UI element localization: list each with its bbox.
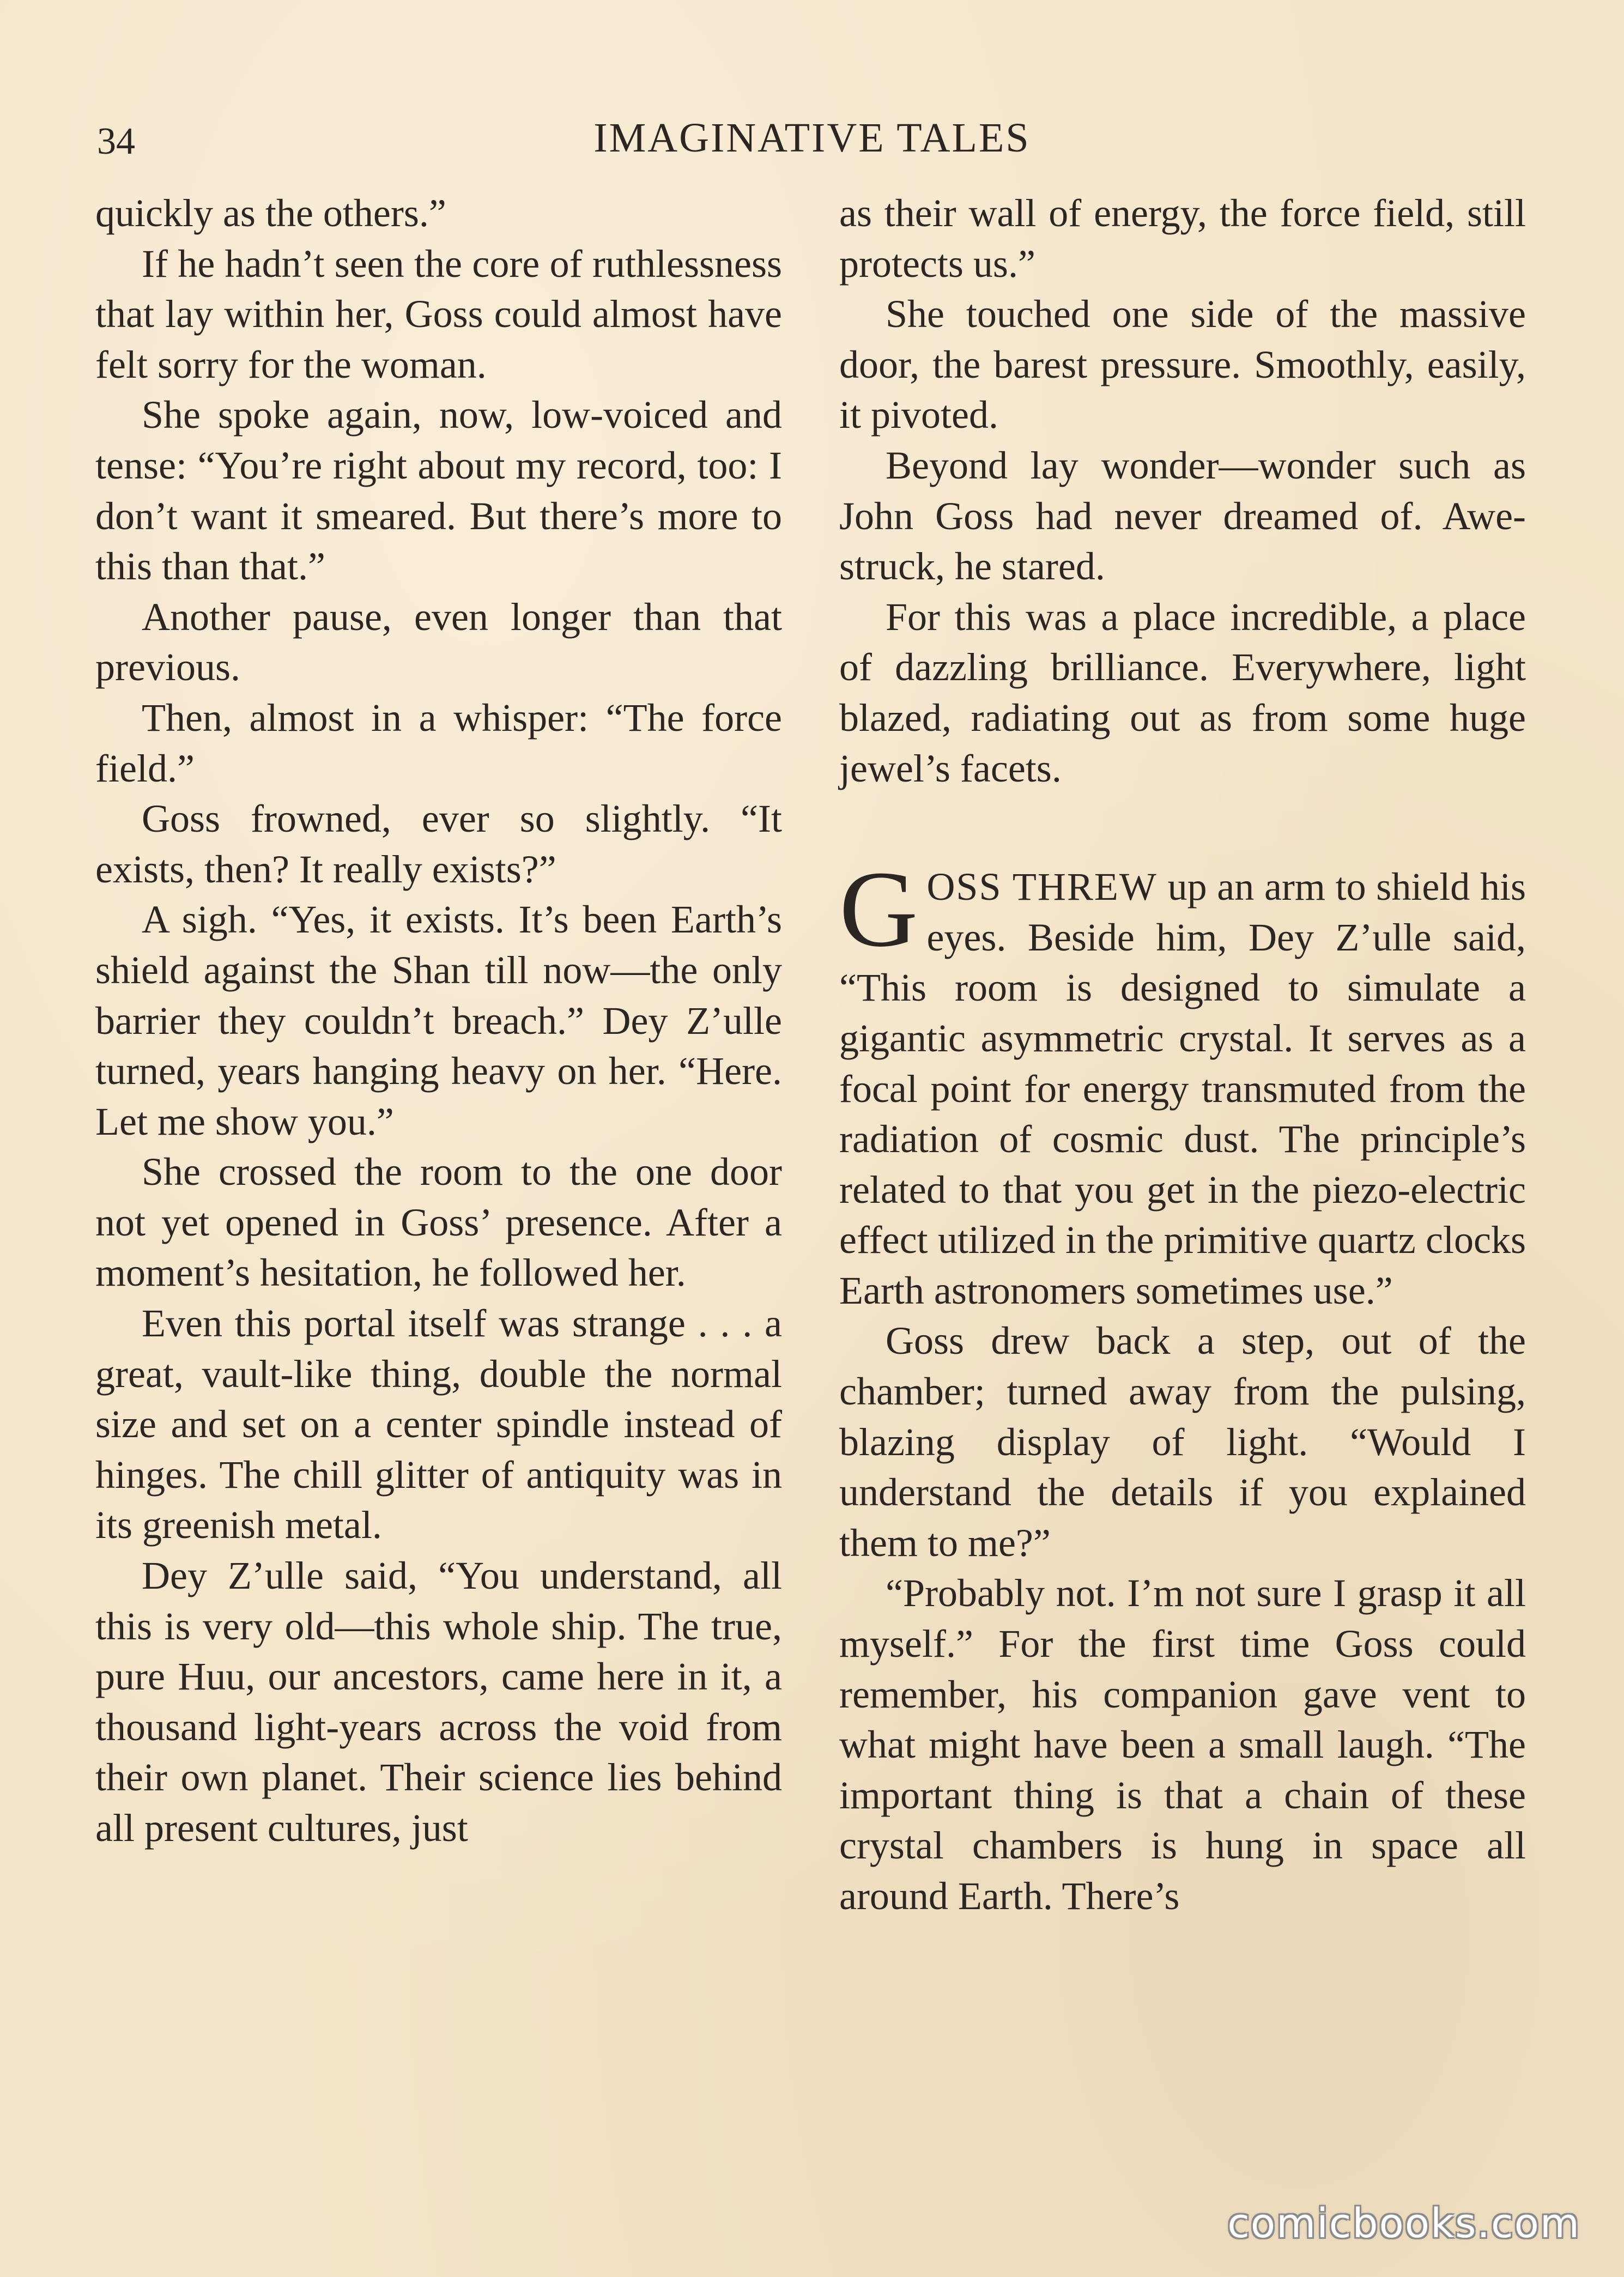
paragraph: quickly as the others.” [95,191,446,235]
section-break [839,794,1526,862]
right-column [839,188,1526,1922]
page-header [0,109,1624,163]
paragraph-text: up an arm to shield his eyes. Beside him, Dey Z’ulle said, “This room is designed to simulate a gigantic asymmetric crystal. It serves as a focal point for energy transmuted from the radiation of cosmic dust. The principle’s related to that you get in the piezo-electric effect utilized in the primitive quartz clocks Earth astronomers sometimes use.” [839,865,1526,1312]
paragraph: as their wall of energy, the force field, still protects us.” [839,191,1526,286]
paragraph: Beyond lay wonder—wonder such as John Goss had never dreamed of. Awe-struck, he stared. [839,443,1526,589]
left-column [95,188,782,1854]
paragraph: “Probably not. I’m not sure I grasp it all myself.” For the first time Goss could remember, his companion gave vent to what might have been a small laugh. “The important thing is that a chain of these crystal chambers is hung in space all around Earth. There’s [839,1571,1526,1918]
paragraph: Goss drew back a step, out of the chamber; turned away from the pulsing, blazing display of light. “Would I understand the details if you explained them to me?” [839,1319,1526,1565]
paragraph: Then, almost in a whisper: “The force field.” [95,695,782,790]
paragraph: Even this portal itself was strange . . . a great, vault-like thing, double the normal size and set on a center spindle instead of hinges. The chill glitter of antiquity was in its greenish metal. [95,1301,782,1547]
paragraph: Another pause, even longer than that previous. [95,595,782,689]
lead-in-caps: OSS THREW [926,865,1158,909]
paragraph: If he hadn’t seen the core of ruthlessness that lay within her, Goss could almost have felt sorry for the woman. [95,241,782,386]
page-number: 34 [97,120,135,162]
watermark: comicbooks.com [1227,2200,1580,2247]
paragraph: For this was a place incredible, a place of dazzling brilliance. Everywhere, light blazed, radiating out as from some huge jewel’s facets. [839,595,1526,790]
paragraph: Goss frowned, ever so slightly. “It exists, then? It really exists?” [95,797,782,891]
paragraph: She touched one side of the massive door, the barest pressure. Smoothly, easily, it pivoted. [839,292,1526,437]
running-title: IMAGINATIVE TALES [593,115,1031,161]
paragraph: She spoke again, now, low-voiced and tense: “You’re right about my record, too: I don’t want it smeared. But there’s more to this than that.” [95,393,782,589]
paragraph: Dey Z’ulle said, “You understand, all this is very old—this whole ship. The true, pure Huu, our ancestors, came here in it, a thousand light-years across the void from their own planet. Their science lies behind all present cultures, just [95,1554,782,1850]
paragraph: She crossed the room to the one door not yet opened in Goss’ presence. After a moment’s hesitation, he followed her. [95,1150,782,1295]
drop-cap: G [839,849,918,970]
dropcap-paragraph [839,849,1526,1316]
paragraph: A sigh. “Yes, it exists. It’s been Earth’s shield against the Shan till now—the only barrier they couldn’t breach.” Dey Z’ulle turned, years hanging heavy on her. “Here. Let me show you.” [95,898,782,1143]
